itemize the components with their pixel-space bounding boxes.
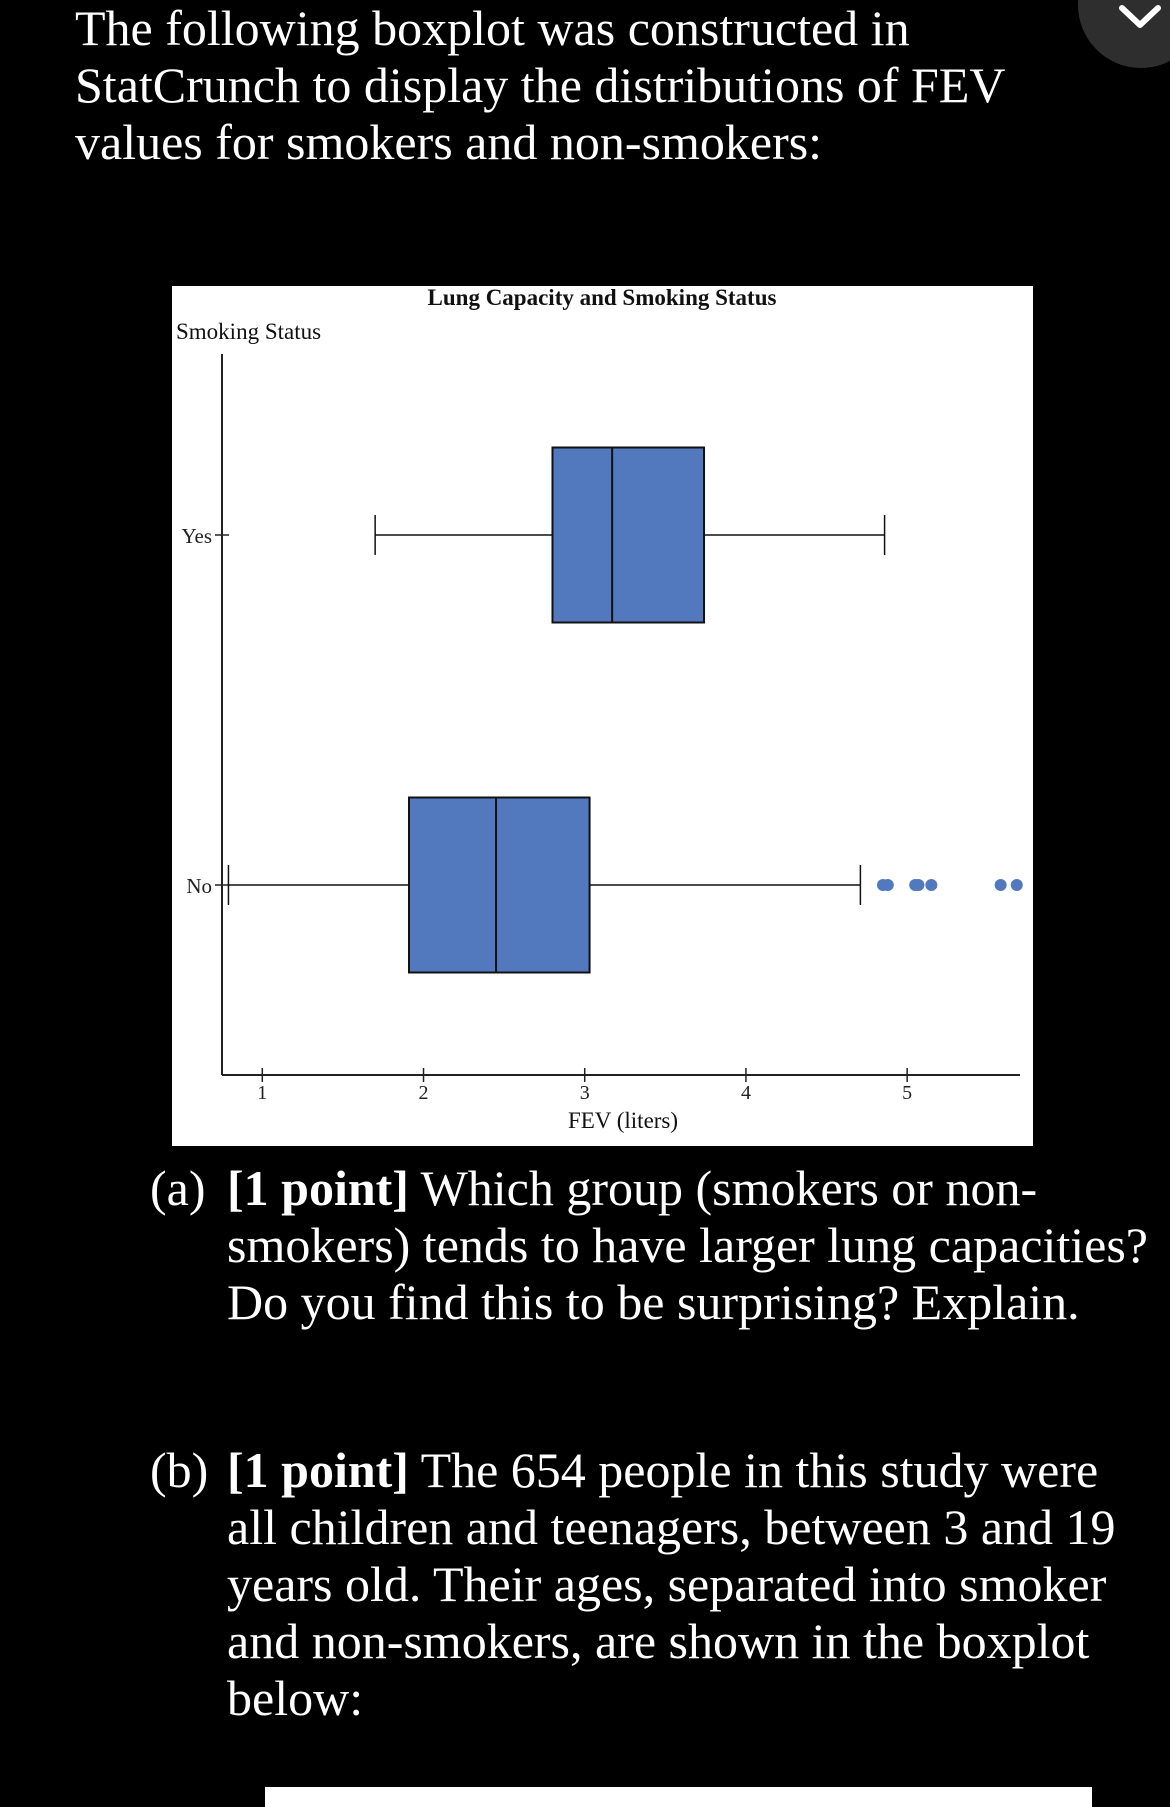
outlier-no-2 [882, 879, 894, 891]
outlier-no-6 [995, 879, 1007, 891]
outlier-no-4 [912, 879, 924, 891]
boxplot-figure [172, 286, 1033, 1146]
y-axis-label: Smoking Status [176, 319, 322, 344]
outlier-no-5 [925, 879, 937, 891]
outlier-no-7 [1011, 879, 1023, 891]
chevron-down-icon [1118, 4, 1162, 30]
x-tick-label-2: 2 [418, 1082, 429, 1104]
question-a-label: (a) [150, 1160, 206, 1216]
x-tick-label-1: 1 [257, 1082, 268, 1104]
question-b-text: The 654 people in this study were all children and teenagers, between 3 and 19 years old. Their ages, separated into smoker and non-smokers, are shown in the boxplot below: [227, 1442, 1116, 1726]
chart-title: Lung Capacity and Smoking Status [427, 286, 777, 310]
box-no [409, 798, 590, 973]
question-a-points: [1 point] [227, 1160, 409, 1216]
x-tick-label-3: 3 [579, 1082, 590, 1104]
boxplot-chart [172, 286, 1033, 1146]
x-tick-label-5: 5 [902, 1082, 913, 1104]
question-b [150, 1442, 1160, 1727]
box-yes [552, 448, 704, 623]
question-a [150, 1160, 1160, 1331]
collapse-button[interactable] [1078, 0, 1170, 68]
y-tick-label-yes: Yes [181, 524, 212, 548]
intro-text: The following boxplot was constructed in StatCrunch to display the distributions of FEV values for smokers and non-smokers: [75, 0, 1005, 170]
question-b-points: [1 point] [227, 1442, 409, 1498]
x-axis-label: FEV (liters) [567, 1108, 679, 1133]
next-figure-edge [265, 1787, 1092, 1807]
y-tick-label-no: No [186, 874, 212, 898]
question-a-text: Which group (smokers or non-smokers) tends to have larger lung capacities? Do you find this to be surprising? Explain. [227, 1160, 1148, 1330]
x-tick-label-4: 4 [740, 1082, 751, 1104]
question-b-label: (b) [150, 1442, 209, 1498]
